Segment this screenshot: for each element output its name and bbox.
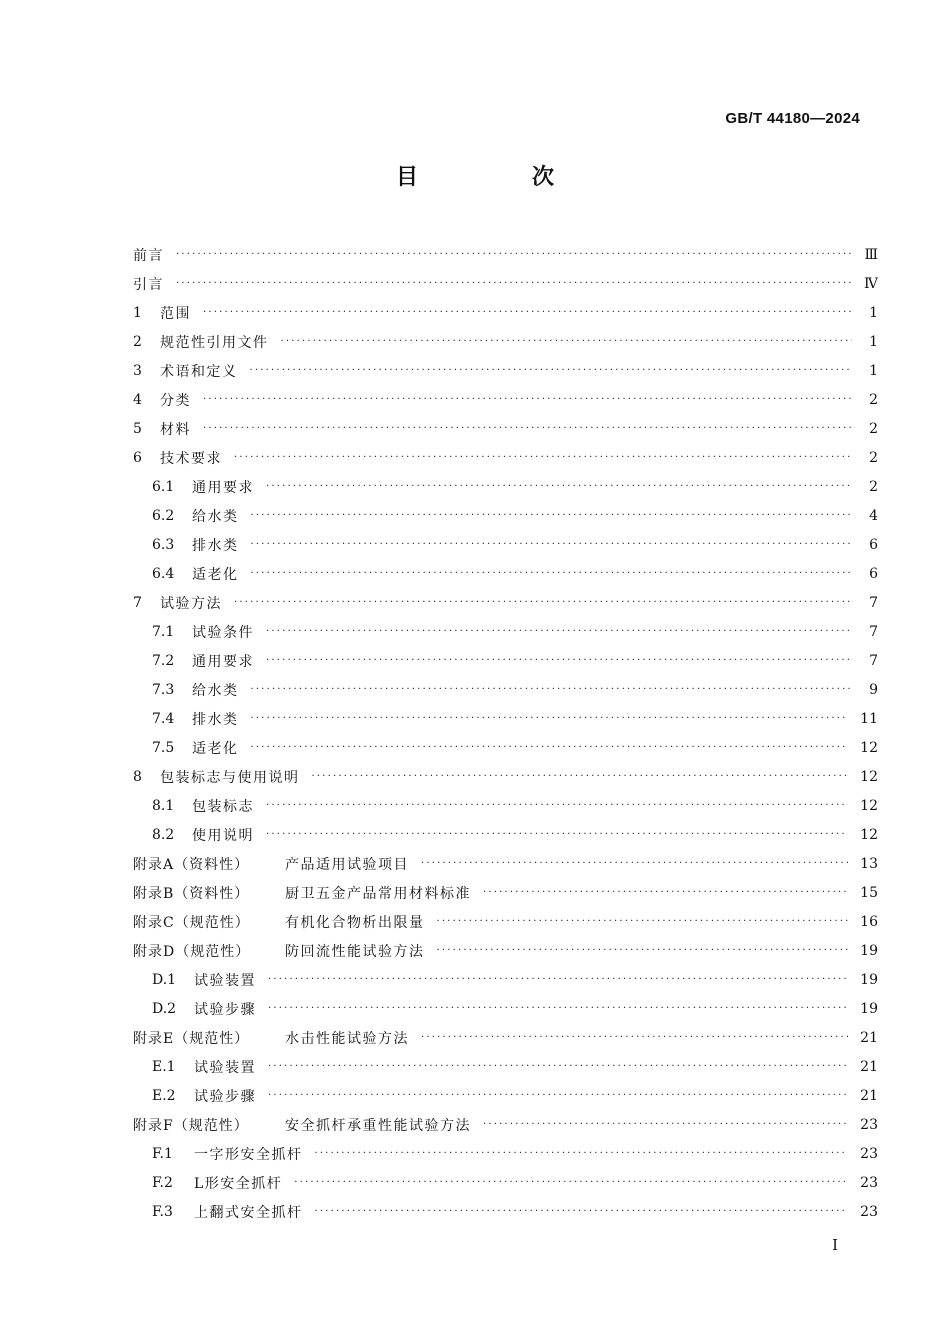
dot-leader bbox=[251, 539, 853, 550]
dot-leader bbox=[483, 1119, 848, 1130]
toc-entry-page: 7 bbox=[869, 652, 878, 669]
toc-entry[interactable] bbox=[133, 965, 878, 994]
toc-entry[interactable] bbox=[133, 704, 878, 733]
dot-leader bbox=[251, 742, 849, 753]
toc-entry-number: D.1 bbox=[152, 971, 177, 988]
toc-entry-page: 2 bbox=[869, 478, 878, 495]
toc-entry-page: 23 bbox=[860, 1145, 878, 1162]
dot-leader bbox=[203, 394, 852, 405]
toc-entry-page: Ⅲ bbox=[864, 246, 878, 263]
toc-entry-number: 附录A（资料性） bbox=[133, 856, 250, 873]
toc-entry-label: 有机化合物析出限量 bbox=[285, 914, 425, 931]
toc-entry-label: L形安全抓杆 bbox=[194, 1175, 283, 1192]
toc-entry[interactable] bbox=[133, 878, 878, 907]
dot-leader bbox=[437, 945, 849, 956]
toc-entry-label: 适老化 bbox=[192, 740, 239, 757]
toc-entry[interactable] bbox=[133, 385, 878, 414]
dot-leader bbox=[203, 307, 852, 318]
toc-entry-label: 试验步骤 bbox=[194, 1088, 256, 1105]
toc-entry[interactable] bbox=[133, 733, 878, 762]
toc-entry-number: 附录D（规范性） bbox=[133, 943, 251, 960]
toc-entry[interactable] bbox=[133, 1139, 878, 1168]
dot-leader bbox=[266, 800, 848, 811]
toc-entry-page: 12 bbox=[860, 739, 878, 756]
dot-leader bbox=[268, 1090, 848, 1101]
toc-entry[interactable] bbox=[133, 588, 878, 617]
toc-entry-label: 技术要求 bbox=[160, 450, 222, 467]
toc-entry-number: 8.1 bbox=[152, 797, 175, 814]
toc-entry-label: 适老化 bbox=[192, 566, 239, 583]
dot-leader bbox=[483, 887, 848, 898]
toc-entry-label: 规范性引用文件 bbox=[160, 334, 269, 351]
toc-entry-number: 7.2 bbox=[152, 652, 175, 669]
toc-entry[interactable] bbox=[133, 414, 878, 443]
toc-entry-page: 2 bbox=[869, 449, 878, 466]
toc-entry-number: 附录F（规范性） bbox=[133, 1117, 249, 1134]
toc-entry-label: 通用要求 bbox=[192, 479, 254, 496]
toc-entry-page: 12 bbox=[860, 826, 878, 843]
toc-entry-page: 21 bbox=[860, 1087, 878, 1104]
toc-entry[interactable] bbox=[133, 1023, 878, 1052]
toc-entry-label: 产品适用试验项目 bbox=[285, 856, 409, 873]
toc-entry[interactable] bbox=[133, 327, 878, 356]
toc-entry[interactable] bbox=[133, 443, 878, 472]
toc-entry-label: 一字形安全抓杆 bbox=[194, 1146, 303, 1163]
toc-entry-label: 试验方法 bbox=[160, 595, 222, 612]
footer-page-number: I bbox=[832, 1236, 838, 1254]
toc-entry-label: 术语和定义 bbox=[160, 363, 238, 380]
toc-entry[interactable] bbox=[133, 762, 878, 791]
toc-entry-page: 21 bbox=[860, 1058, 878, 1075]
toc-entry-page: 4 bbox=[869, 507, 878, 524]
toc-entry-page: 19 bbox=[860, 1000, 878, 1017]
toc-entry-page: 19 bbox=[860, 971, 878, 988]
toc-entry-label: 排水类 bbox=[192, 537, 239, 554]
toc-entry[interactable] bbox=[133, 1052, 878, 1081]
toc-entry-page: 1 bbox=[869, 362, 878, 379]
toc-entry-number: 6 bbox=[133, 449, 142, 466]
dot-leader bbox=[251, 713, 849, 724]
dot-leader bbox=[251, 568, 853, 579]
toc-entry-number: 6.3 bbox=[152, 536, 175, 553]
dot-leader bbox=[312, 771, 849, 782]
toc-entry-number: F.3 bbox=[152, 1203, 173, 1220]
toc-entry-number: 6.1 bbox=[152, 478, 175, 495]
toc-entry-label: 试验条件 bbox=[192, 624, 254, 641]
toc-entry[interactable] bbox=[133, 849, 878, 878]
toc-entry-label: 试验装置 bbox=[194, 1059, 256, 1076]
toc-entry[interactable] bbox=[133, 994, 878, 1023]
dot-leader bbox=[234, 452, 852, 463]
toc-entry-number: 3 bbox=[133, 362, 142, 379]
toc-entry[interactable] bbox=[133, 791, 878, 820]
toc-entry-number: F.1 bbox=[152, 1145, 173, 1162]
toc-entry-label: 试验步骤 bbox=[194, 1001, 256, 1018]
toc-entry-label: 前言 bbox=[133, 247, 164, 264]
toc-entry[interactable] bbox=[133, 501, 878, 530]
dot-leader bbox=[294, 1177, 848, 1188]
toc-entry-page: 11 bbox=[860, 710, 878, 727]
toc-entry-page: 1 bbox=[869, 304, 878, 321]
toc-entry-label: 包装标志与使用说明 bbox=[160, 769, 300, 786]
dot-leader bbox=[315, 1206, 849, 1217]
toc-entry-label: 厨卫五金产品常用材料标准 bbox=[285, 885, 471, 902]
toc-entry-number: 附录B（资料性） bbox=[133, 885, 250, 902]
toc-entry-label: 上翻式安全抓杆 bbox=[194, 1204, 303, 1221]
toc-entry-label: 排水类 bbox=[192, 711, 239, 728]
toc-entry[interactable] bbox=[133, 298, 878, 327]
toc-entry[interactable] bbox=[133, 646, 878, 675]
dot-leader bbox=[268, 1061, 848, 1072]
toc-entry-label: 试验装置 bbox=[194, 972, 256, 989]
toc-entry-label: 通用要求 bbox=[192, 653, 254, 670]
toc-entry-page: 16 bbox=[860, 913, 878, 930]
page-title: 目 次 bbox=[395, 165, 600, 190]
toc-entry[interactable] bbox=[133, 530, 878, 559]
toc-entry-page: 6 bbox=[869, 565, 878, 582]
toc-entry-label: 给水类 bbox=[192, 508, 239, 525]
toc-entry-page: 12 bbox=[860, 797, 878, 814]
dot-leader bbox=[268, 974, 848, 985]
dot-leader bbox=[268, 1003, 848, 1014]
toc-entry-page: 7 bbox=[869, 594, 878, 611]
toc-entry-number: 2 bbox=[133, 333, 142, 350]
toc-entry-page: 2 bbox=[869, 420, 878, 437]
toc-entry-page: 23 bbox=[860, 1174, 878, 1191]
toc-entry-number: 5 bbox=[133, 420, 142, 437]
toc-entry-page: 1 bbox=[869, 333, 878, 350]
toc-entry[interactable] bbox=[133, 1110, 878, 1139]
toc-entry-page: 23 bbox=[860, 1116, 878, 1133]
toc-entry-number: 附录C（规范性） bbox=[133, 914, 250, 931]
toc-entry-label: 包装标志 bbox=[192, 798, 254, 815]
toc-entry-page: 9 bbox=[869, 681, 878, 698]
dot-leader bbox=[251, 684, 853, 695]
toc-entry-page: 19 bbox=[860, 942, 878, 959]
toc-entry-label: 材料 bbox=[160, 421, 191, 438]
dot-leader bbox=[315, 1148, 849, 1159]
toc-entry-number: F.2 bbox=[152, 1174, 173, 1191]
toc-entry[interactable] bbox=[133, 907, 878, 936]
toc-entry-page: 15 bbox=[860, 884, 878, 901]
toc-entry-label: 水击性能试验方法 bbox=[285, 1030, 409, 1047]
toc-entry-number: 7.5 bbox=[152, 739, 175, 756]
toc-entry[interactable] bbox=[133, 617, 878, 646]
table-of-contents bbox=[133, 240, 878, 1226]
dot-leader bbox=[203, 423, 852, 434]
toc-entry[interactable] bbox=[133, 1197, 878, 1226]
toc-entry-number: 7.4 bbox=[152, 710, 175, 727]
toc-entry-number: E.1 bbox=[152, 1058, 176, 1075]
dot-leader bbox=[250, 365, 853, 376]
toc-entry-page: 7 bbox=[869, 623, 878, 640]
toc-entry-page: Ⅳ bbox=[864, 275, 878, 292]
standard-code: GB/T 44180—2024 bbox=[725, 110, 860, 127]
toc-entry-label: 引言 bbox=[133, 276, 164, 293]
dot-leader bbox=[176, 249, 852, 260]
dot-leader bbox=[437, 916, 849, 927]
dot-leader bbox=[251, 510, 853, 521]
toc-entry-label: 给水类 bbox=[192, 682, 239, 699]
toc-entry-number: 6.4 bbox=[152, 565, 175, 582]
toc-entry-page: 2 bbox=[869, 391, 878, 408]
toc-entry-page: 12 bbox=[860, 768, 878, 785]
dot-leader bbox=[266, 481, 852, 492]
toc-entry[interactable] bbox=[133, 269, 878, 298]
toc-entry-number: 7.3 bbox=[152, 681, 175, 698]
dot-leader bbox=[266, 655, 852, 666]
toc-entry-number: 附录E（规范性） bbox=[133, 1030, 250, 1047]
toc-entry-label: 使用说明 bbox=[192, 827, 254, 844]
toc-entry-number: 4 bbox=[133, 391, 142, 408]
toc-entry[interactable] bbox=[133, 1081, 878, 1110]
toc-entry-number: 8 bbox=[133, 768, 142, 785]
toc-entry-number: 1 bbox=[133, 304, 142, 321]
dot-leader bbox=[421, 858, 848, 869]
toc-entry[interactable] bbox=[133, 1168, 878, 1197]
toc-entry[interactable] bbox=[133, 559, 878, 588]
toc-entry-page: 13 bbox=[860, 855, 878, 872]
toc-entry-label: 防回流性能试验方法 bbox=[285, 943, 425, 960]
toc-entry[interactable] bbox=[133, 472, 878, 501]
toc-entry-number: 7 bbox=[133, 594, 142, 611]
toc-entry[interactable] bbox=[133, 356, 878, 385]
toc-entry-page: 6 bbox=[869, 536, 878, 553]
dot-leader bbox=[266, 626, 852, 637]
toc-entry-page: 23 bbox=[860, 1203, 878, 1220]
toc-entry-number: 7.1 bbox=[152, 623, 175, 640]
toc-entry-label: 分类 bbox=[160, 392, 191, 409]
dot-leader bbox=[234, 597, 852, 608]
dot-leader bbox=[281, 336, 853, 347]
dot-leader bbox=[176, 278, 852, 289]
toc-entry-number: E.2 bbox=[152, 1087, 176, 1104]
toc-entry-page: 21 bbox=[860, 1029, 878, 1046]
toc-entry[interactable] bbox=[133, 936, 878, 965]
dot-leader bbox=[266, 829, 848, 840]
toc-entry-number: 6.2 bbox=[152, 507, 175, 524]
toc-entry[interactable] bbox=[133, 240, 878, 269]
toc-entry-label: 范围 bbox=[160, 305, 191, 322]
toc-entry-number: 8.2 bbox=[152, 826, 175, 843]
toc-entry[interactable] bbox=[133, 675, 878, 704]
toc-entry-number: D.2 bbox=[152, 1000, 177, 1017]
toc-entry[interactable] bbox=[133, 820, 878, 849]
dot-leader bbox=[421, 1032, 848, 1043]
toc-entry-label: 安全抓杆承重性能试验方法 bbox=[285, 1117, 471, 1134]
